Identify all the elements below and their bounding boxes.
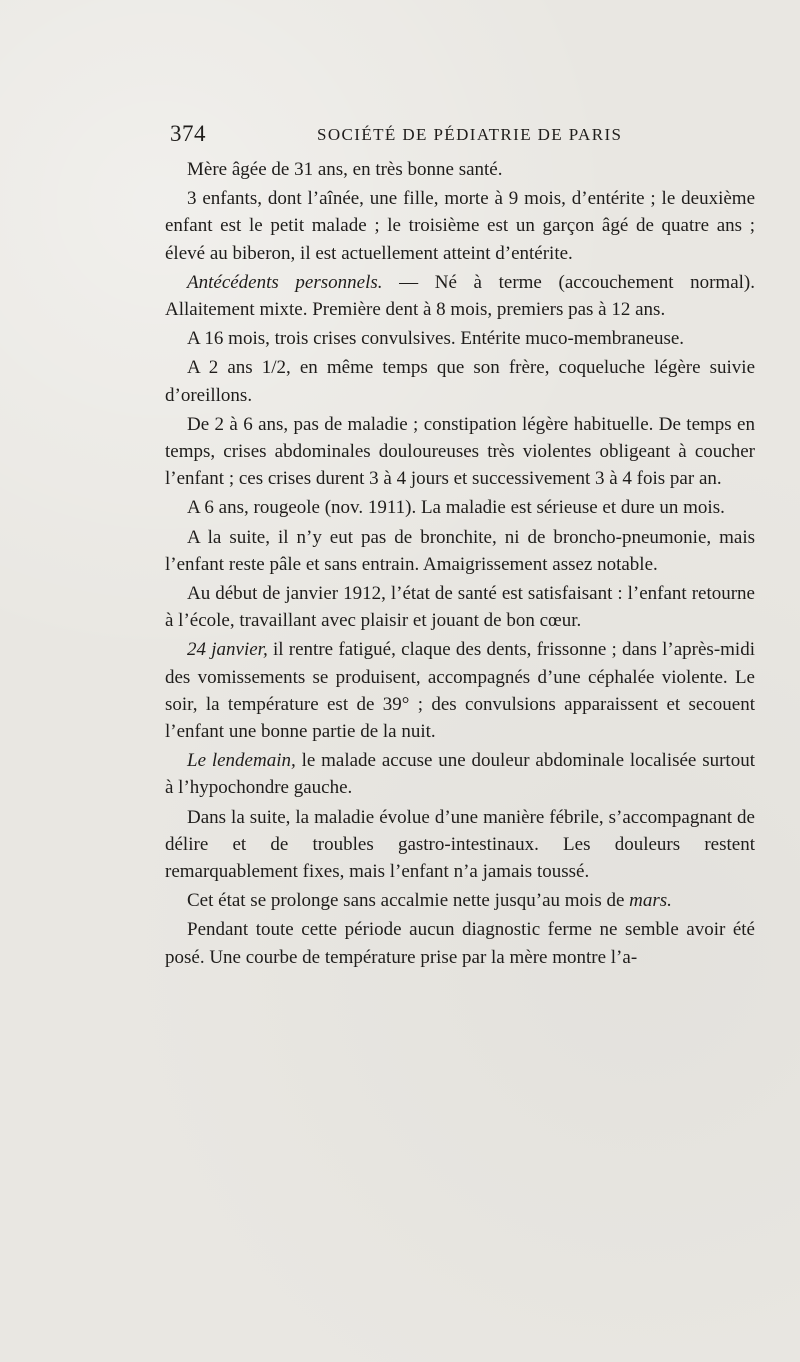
page-header — [170, 121, 755, 149]
paragraph-9-text: Au début de janvier 1912, l’état de santé est satisfaisant : l’enfant retourne à l’école, travaillant avec plaisir et jouant de bon cœur. — [165, 583, 755, 632]
paragraph-1 — [165, 156, 755, 183]
paragraph-3 — [165, 269, 755, 323]
paragraph-8-text: A la suite, il n’y eut pas de bronchite, ni de broncho-pneumonie, mais l’enfant reste pâle et sans entrain. Amaigrissement assez notable. — [165, 526, 755, 575]
paragraph-11-text: le malade accuse une douleur abdominale localisée surtout à l’hypochondre gauche. — [165, 750, 755, 799]
page-number: 374 — [170, 121, 206, 146]
paragraph-7 — [165, 494, 755, 521]
paragraph-10-text: il rentre fatigué, claque des dents, frissonne ; dans l’après-midi des vomissements se produisent, accompagnés d’une céphalée violente. Le soir, la température est de 39° ; des convulsions apparaissent et secouent l’enfant une bonne partie de la nuit. — [165, 639, 755, 743]
paragraph-1-text: Mère âgée de 31 ans, en très bonne santé. — [187, 159, 503, 180]
article-body — [165, 156, 755, 971]
paragraph-5-text: A 2 ans 1/2, en même temps que son frère, coqueluche légère suivie d’oreillons. — [165, 357, 755, 406]
paragraph-12-text: Dans la suite, la maladie évolue d’une manière fébrile, s’accompagnant de délire et de troubles gastro-intestinaux. Les douleurs restent remarquablement fixes, mais l’enfant n’a jamais toussé. — [165, 806, 755, 883]
paragraph-4 — [165, 325, 755, 352]
paragraph-11 — [165, 747, 755, 801]
paragraph-6-text: De 2 à 6 ans, pas de maladie ; constipation légère habituelle. De temps en temps, crises abdominales douloureuses très violentes obligeant à coucher l’enfant ; ces crises durent 3 à 4 jours et successivement 3 à 4 fois par an. — [165, 413, 755, 490]
paragraph-4-text: A 16 mois, trois crises convulsives. Entérite muco-membraneuse. — [187, 328, 685, 350]
paragraph-5 — [165, 354, 755, 408]
paragraph-8 — [165, 524, 755, 578]
paragraph-13 — [165, 887, 755, 914]
paragraph-6 — [165, 411, 755, 493]
paragraph-9 — [165, 580, 755, 634]
month-mars: mars. — [629, 890, 672, 912]
paragraph-7-text: A 6 ans, rougeole (nov. 1911). La maladie est sérieuse et dure un mois. — [187, 497, 725, 519]
paragraph-14 — [165, 916, 755, 970]
paragraph-10 — [165, 636, 755, 745]
paragraph-13-text: Cet état se prolonge sans accalmie nette jusqu’au mois de — [187, 890, 630, 912]
running-title: SOCIÉTÉ DE PÉDIATRIE DE PARIS — [317, 125, 623, 144]
paragraph-2-text: 3 enfants, dont l’aînée, une fille, morte à 9 mois, d’entérite ; le deuxième enfant est le petit malade ; le troisième est un garçon âgé de quatre ans ; élevé au biberon, il est actuellement atteint d’entérite. — [165, 188, 755, 264]
paragraph-14-text: Pendant toute cette période aucun diagnostic ferme ne semble avoir été posé. Une courbe de température prise par la mère montre l’a- — [165, 919, 755, 968]
date-label-24-janvier: 24 janvier, — [187, 639, 268, 661]
date-label-lendemain: Le lendemain, — [187, 750, 296, 772]
paragraph-12 — [165, 804, 755, 886]
paragraph-2 — [165, 185, 755, 267]
section-label-antecedents: Antécédents personnels. — [187, 271, 383, 293]
paragraph-3-text: — Né à terme (accouchement normal). Allaitement mixte. Première dent à 8 mois, premiers pas à 12 ans. — [165, 271, 755, 321]
